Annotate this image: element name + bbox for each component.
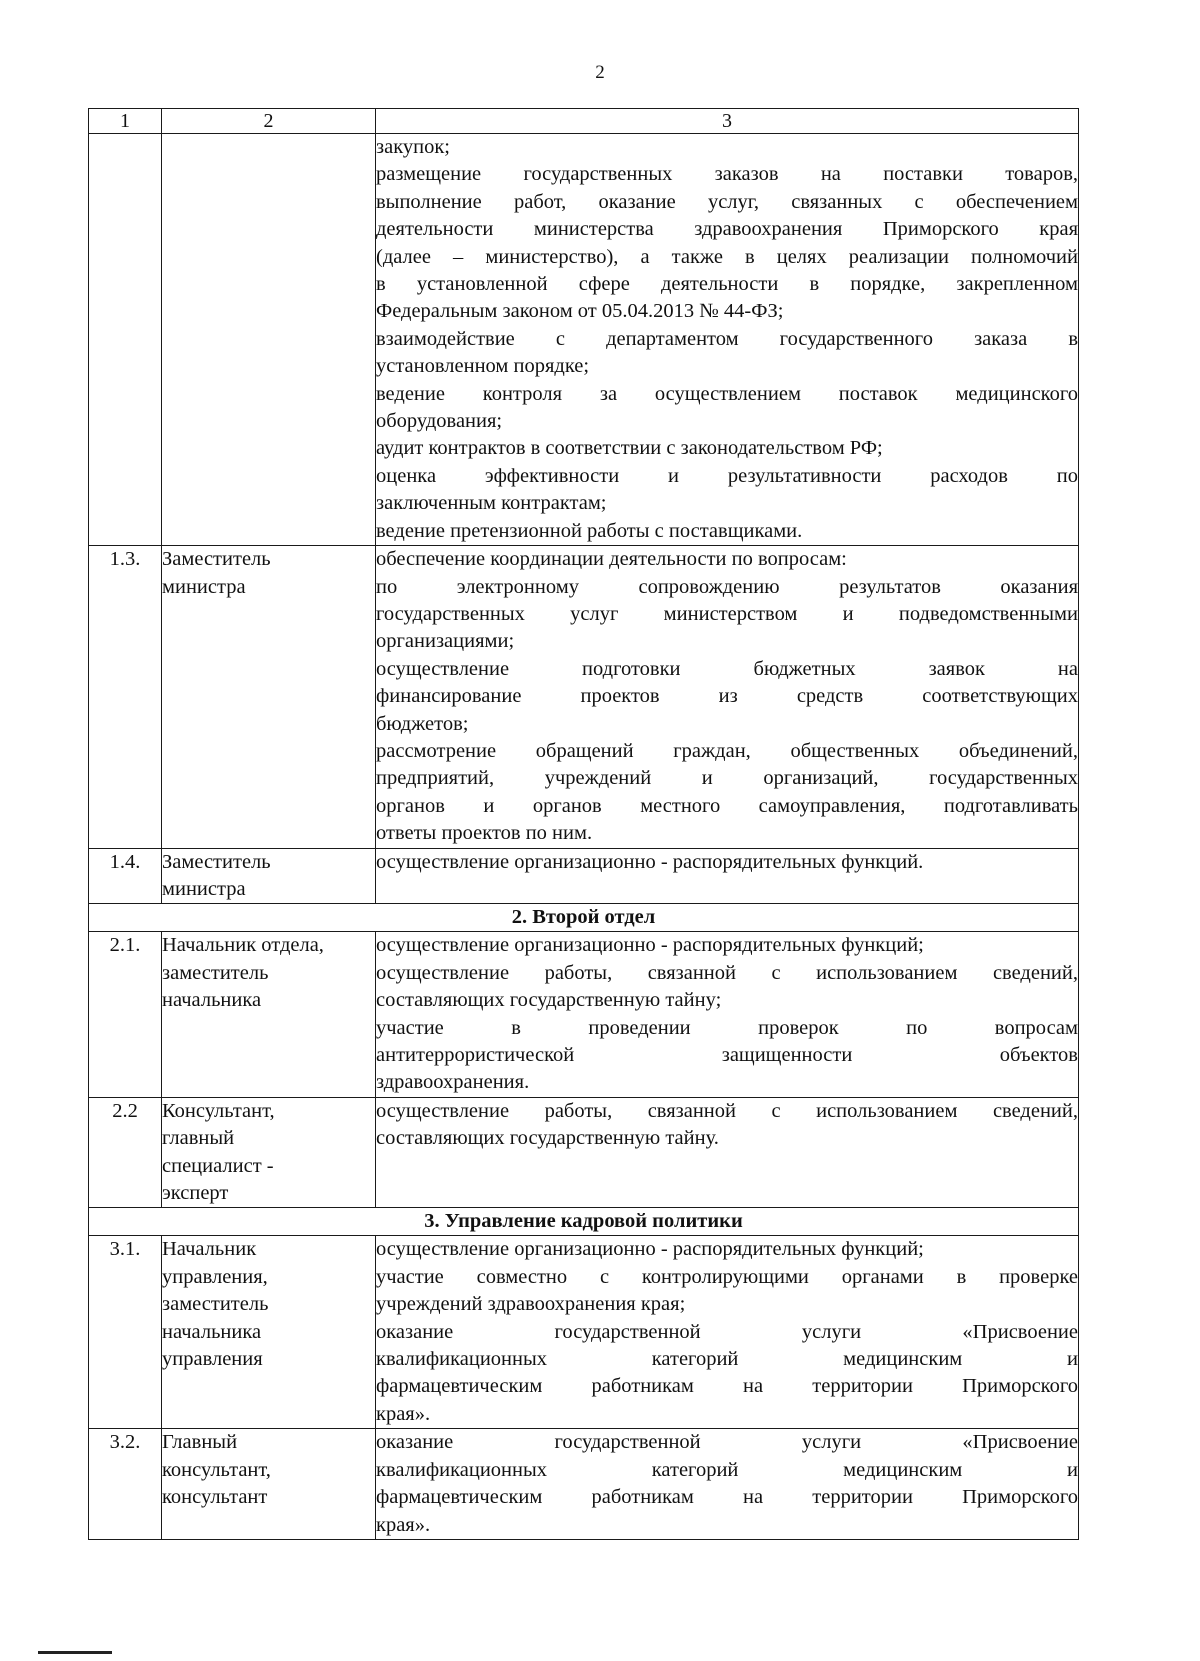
section-title: 3. Управление кадровой политики [89, 1208, 1079, 1236]
duty-line: взаимодействие с департаментом государственного заказа в [376, 327, 1078, 350]
position-line: заместитель [162, 961, 269, 984]
position-line: начальника [162, 989, 262, 1012]
duty-line: Федеральным законом от 05.04.2013 № 44-ФЗ; [376, 300, 784, 323]
position-cell [162, 1429, 376, 1540]
row-number: 3.2. [89, 1429, 162, 1540]
position-cell [162, 546, 376, 848]
table-row [89, 134, 1079, 546]
position-line: начальника [162, 1320, 262, 1343]
row-number: 2.1. [89, 932, 162, 1097]
header-col-3: 3 [376, 109, 1079, 134]
duty-line: органов и органов местного самоуправления, подготавливать [376, 794, 1078, 817]
duty-line: учреждений здравоохранения края; [376, 1293, 686, 1316]
duties-cell [376, 1097, 1079, 1208]
duty-line: оказание государственной услуги «Присвоение [376, 1431, 1078, 1454]
duty-line: участие в проведении проверок по вопросам [376, 1016, 1078, 1039]
position-line: Главный [162, 1431, 238, 1454]
position-line: Консультант, [162, 1099, 275, 1122]
duty-line: составляющих государственную тайну. [376, 1127, 719, 1150]
bottom-edge-mark [38, 1651, 112, 1654]
position-line: министра [162, 877, 246, 900]
duty-line: края». [376, 1402, 431, 1425]
position-cell [162, 1236, 376, 1429]
duty-line: по электронному сопровождению результатов оказания [376, 575, 1078, 598]
duty-line: ведение претензионной работы с поставщиками. [376, 519, 803, 542]
duty-line: рассмотрение обращений граждан, общественных объединений, [376, 739, 1078, 762]
duty-line: составляющих государственную тайну; [376, 989, 722, 1012]
duty-line: антитеррористической защищенности объектов [376, 1044, 1078, 1066]
row-number [89, 134, 162, 546]
duty-line: оценка эффективности и результативности расходов по [376, 464, 1078, 487]
position-line: Заместитель [162, 548, 271, 571]
duty-line: осуществление организационно - распорядительных функций. [376, 850, 924, 873]
row-number: 1.3. [89, 546, 162, 848]
duty-line: здравоохранения. [376, 1071, 530, 1094]
position-line: управления, [162, 1265, 268, 1288]
section-header-row [89, 904, 1079, 932]
page-number: 2 [595, 62, 605, 83]
duties-cell [376, 932, 1079, 1097]
duty-line: ответы проектов по ним. [376, 822, 593, 845]
duty-line: квалификационных категорий медицинским и [376, 1458, 1078, 1481]
duty-line: фармацевтическим работникам на территории Приморского [376, 1375, 1078, 1398]
duty-line: размещение государственных заказов на поставки товаров, [376, 163, 1078, 186]
duty-line: бюджетов; [376, 712, 469, 735]
position-line: специалист - [162, 1154, 274, 1177]
row-number: 3.1. [89, 1236, 162, 1429]
duty-line: обеспечение координации деятельности по вопросам: [376, 548, 847, 571]
duty-line: аудит контрактов в соответствии с законодательством РФ; [376, 437, 883, 460]
duty-line: в установленной сфере деятельности в порядке, закрепленном [376, 273, 1078, 296]
duty-line: государственных услуг министерством и подведомственными [376, 602, 1078, 625]
position-line: консультант [162, 1486, 268, 1509]
table-row [89, 1097, 1079, 1208]
duty-line: осуществление работы, связанной с использованием сведений, [376, 961, 1078, 984]
position-cell [162, 1097, 376, 1208]
table-row [89, 932, 1079, 1097]
row-number: 1.4. [89, 848, 162, 904]
duty-line: выполнение работ, оказание услуг, связанных с обеспечением [376, 190, 1078, 213]
duty-line: осуществление работы, связанной с использованием сведений, [376, 1099, 1078, 1122]
position-line: Начальник отдела, [162, 934, 324, 957]
duties-table [88, 108, 1079, 1540]
duties-cell [376, 848, 1079, 904]
duty-line: осуществление организационно - распорядительных функций; [376, 934, 924, 957]
section-title: 2. Второй отдел [89, 904, 1079, 932]
position-line: эксперт [162, 1182, 229, 1205]
duties-cell [376, 546, 1079, 848]
duties-cell [376, 1236, 1079, 1429]
position-line: управления [162, 1348, 263, 1371]
duty-line: заключенным контрактам; [376, 492, 607, 515]
position-cell [162, 848, 376, 904]
position-line: министра [162, 575, 246, 598]
duty-line: организациями; [376, 630, 515, 653]
duty-line: (далее – министерство), а также в целях реализации полномочий [376, 245, 1078, 268]
duty-line: ведение контроля за осуществлением поставок медицинского [376, 382, 1078, 405]
table-header-row [89, 109, 1079, 134]
position-line: Заместитель [162, 850, 271, 873]
table-row [89, 1236, 1079, 1429]
position-line: главный [162, 1127, 235, 1150]
duty-line: квалификационных категорий медицинским и [376, 1348, 1078, 1371]
position-line: заместитель [162, 1293, 269, 1316]
table-row [89, 1429, 1079, 1540]
position-line: консультант, [162, 1458, 271, 1481]
duty-line: участие совместно с контролирующими органами в проверке [376, 1265, 1078, 1288]
duty-line: финансирование проектов из средств соответствующих [376, 685, 1078, 708]
table-row [89, 848, 1079, 904]
duty-line: установленном порядке; [376, 355, 590, 378]
position-line: Начальник [162, 1238, 257, 1261]
duty-line: оказание государственной услуги «Присвоение [376, 1320, 1078, 1343]
table-row [89, 546, 1079, 848]
duty-line: оборудования; [376, 410, 503, 433]
duty-line: закупок; [376, 136, 450, 158]
header-col-1: 1 [89, 109, 162, 134]
duty-line: края». [376, 1513, 431, 1536]
duties-cell [376, 134, 1079, 546]
duty-line: предприятий, учреждений и организаций, государственных [376, 767, 1078, 790]
row-number: 2.2 [89, 1097, 162, 1208]
duty-line: фармацевтическим работникам на территории Приморского [376, 1486, 1078, 1509]
duties-table-body [89, 109, 1079, 1540]
header-col-2: 2 [162, 109, 376, 134]
duty-line: осуществление организационно - распорядительных функций; [376, 1238, 924, 1261]
position-cell [162, 932, 376, 1097]
position-cell [162, 134, 376, 546]
section-header-row [89, 1208, 1079, 1236]
duty-line: деятельности министерства здравоохранения Приморского края [376, 218, 1078, 241]
duty-line: осуществление подготовки бюджетных заявок на [376, 657, 1078, 680]
duties-cell [376, 1429, 1079, 1540]
